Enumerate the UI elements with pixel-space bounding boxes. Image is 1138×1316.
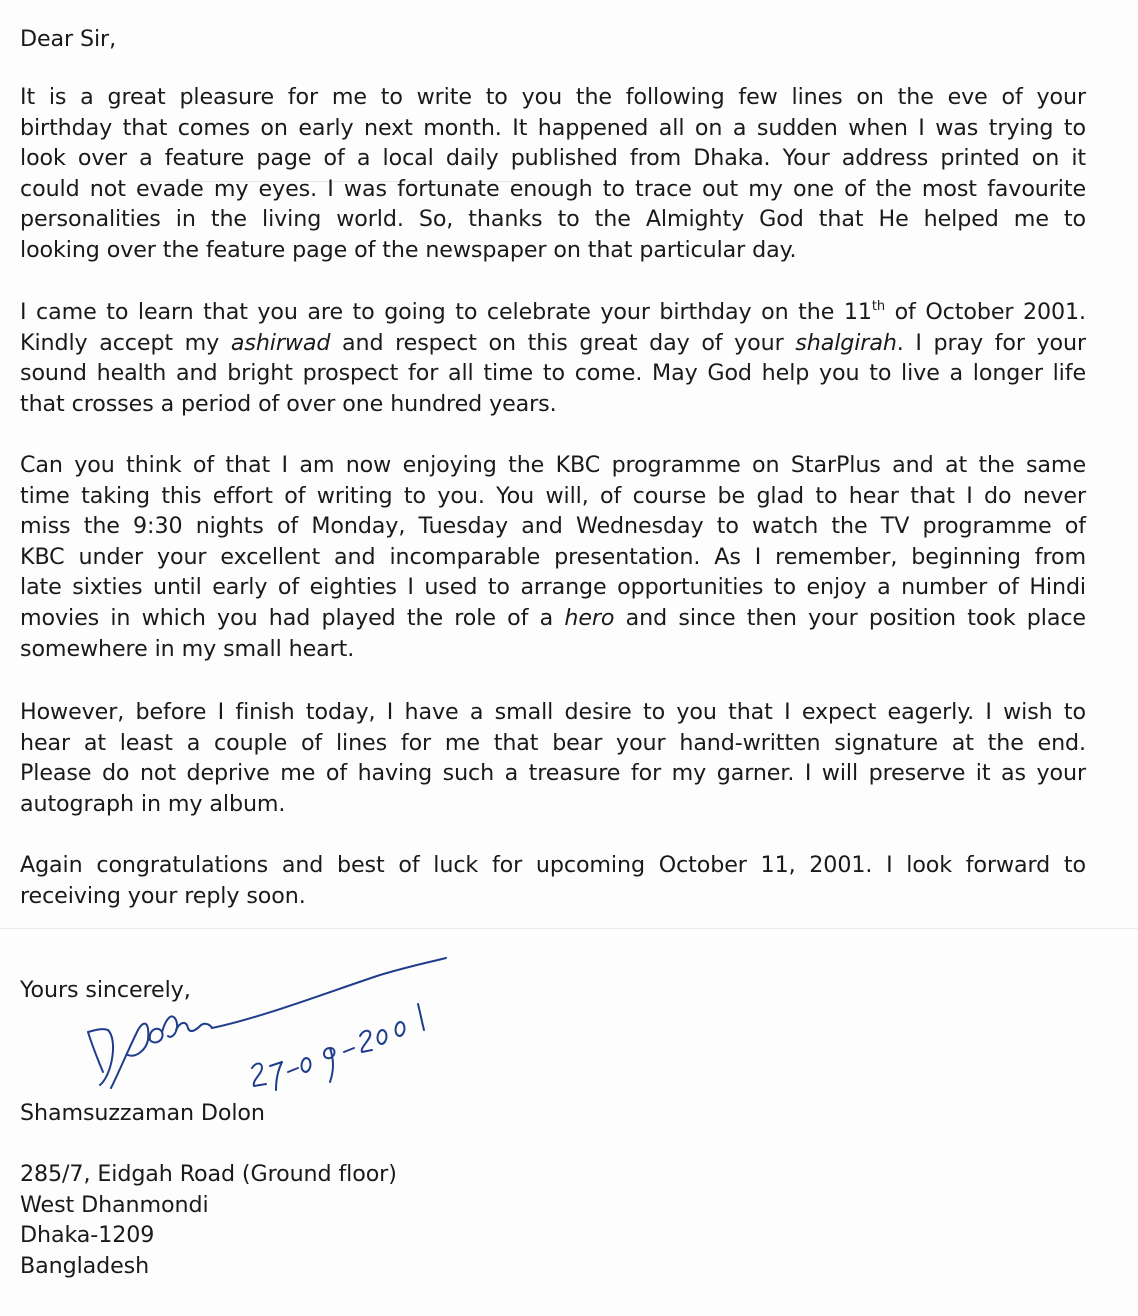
text-fragment: of October 2001.	[885, 299, 1086, 325]
salutation: Dear Sir,	[20, 26, 117, 52]
address-line: West Dhanmondi	[20, 1191, 209, 1218]
address-line: Bangladesh	[20, 1252, 150, 1279]
date-stroke	[302, 1058, 311, 1072]
text-fragment: . I pray for your	[896, 329, 1086, 356]
signature-stroke	[212, 958, 446, 1028]
date-stroke	[344, 1048, 354, 1052]
text-line: time taking this effort of writing to you. You will, of course be glad to hear that I do never	[20, 482, 1086, 509]
text-line: Can you think of that I am now enjoying the KBC programme on StarPlus and at the same	[20, 452, 1086, 478]
text-line: autograph in my album.	[20, 790, 286, 817]
address-line: Dhaka-1209	[20, 1222, 155, 1249]
italic-word-ashirwad: ashirwad	[230, 329, 331, 356]
signature-stroke	[111, 1024, 148, 1088]
date-stroke	[360, 1031, 372, 1052]
italic-word-shalgirah: shalgirah	[795, 329, 897, 356]
date-stroke	[396, 1022, 405, 1036]
text-fragment: and since then your position took place	[614, 604, 1086, 631]
text-fragment: movies in which you had played the role of a	[20, 604, 565, 631]
text-line: personalities in the living world. So, thanks to the Almighty God that He helped me to	[20, 206, 1086, 233]
date-stroke	[288, 1068, 298, 1072]
closing: Yours sincerely,	[20, 977, 191, 1003]
text-fragment: Kindly accept my	[20, 329, 231, 356]
date-stroke	[270, 1062, 282, 1090]
text-fragment: and respect on this great day of your	[330, 329, 796, 356]
sender-name: Shamsuzzaman Dolon	[20, 1100, 265, 1126]
text-line: However, before I finish today, I have a small desire to you that I expect eagerly. I wish to	[20, 699, 1086, 725]
text-line: somewhere in my small heart.	[20, 635, 355, 662]
sender-address	[20, 1159, 1086, 1281]
date-stroke	[378, 1030, 387, 1044]
date-stroke	[418, 1004, 424, 1030]
text-fragment: I came to learn that you are to going to celebrate your birthday on the 11	[20, 299, 872, 325]
date-stroke	[324, 1048, 335, 1082]
text-line: late sixties until early of eighties I used to arrange opportunities to enjoy a number of Hindi	[20, 574, 1086, 601]
text-line: Please do not deprive me of having such a treasure for my garner. I will preserve it as your	[20, 760, 1086, 787]
text-line: It is a great pleasure for me to write to you the following few lines on the eve of your	[20, 84, 1086, 110]
signature-stroke	[150, 1029, 163, 1043]
signature-stroke	[162, 1016, 177, 1036]
text-line: hear at least a couple of lines for me that bear your hand-written signature at the end.	[20, 729, 1086, 756]
signature-stroke	[176, 1023, 212, 1031]
text-line: receiving your reply soon.	[20, 882, 306, 909]
text-line: birthday that comes on early next month. It happened all on a sudden when I was trying to	[20, 114, 1086, 141]
text-line: look over a feature page of a local daily published from Dhaka. Your address printed on it	[20, 145, 1086, 172]
text-line: Again congratulations and best of luck for upcoming October 11, 2001. I look forward to	[20, 852, 1086, 878]
ordinal-suffix: th	[871, 299, 885, 314]
text-line: could not evade my eyes. I was fortunate enough to trace out my one of the most favourite	[20, 175, 1086, 202]
text-line: looking over the feature page of the newspaper on that particular day.	[20, 236, 797, 263]
text-line: KBC under your excellent and incomparable presentation. As I remember, beginning from	[20, 543, 1086, 570]
signature-stroke	[88, 1029, 113, 1085]
italic-word-hero: hero	[564, 604, 615, 631]
date-stroke	[252, 1064, 266, 1087]
text-line: that crosses a period of over one hundred years.	[20, 390, 557, 417]
text-line: sound health and bright prospect for all time to come. May God help you to live a longer life	[20, 360, 1086, 387]
text-line: miss the 9:30 nights of Monday, Tuesday and Wednesday to watch the TV programme of	[20, 513, 1086, 540]
signature-stroke	[88, 1032, 103, 1072]
address-line: 285/7, Eidgah Road (Ground floor)	[20, 1161, 397, 1187]
